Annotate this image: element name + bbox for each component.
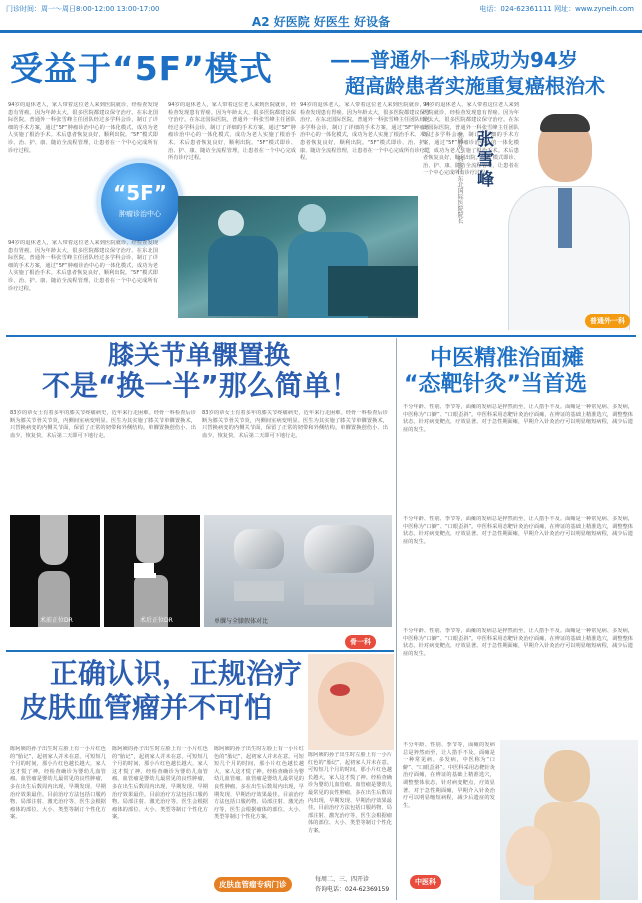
dept-badge-general-surgery: 普通外一科 — [585, 314, 630, 328]
section-divider-2 — [6, 650, 394, 652]
clinic-hours: 门诊时间：周一～周日8:00-12:00 13:00-17:00 — [6, 5, 160, 13]
article1-body-col1: 94岁的退休老人，家人带着这位老人来到医院就诊，经检查发现患有胃癌。因为年龄太大，很多医院都建议保守治疗。在东北国际医院，普通外一科张雪峰主任团队经过多学科会诊，制订了详细的手术方案，通过“5F”肿瘤诊治中心的一体化模式，成功为老人实施了根治手术。术后患者恢复良好，顺利出院。“5F”模式即诊、治、护、康、随访全流程管理，让患者在一个中心完成所有诊疗过程。 — [8, 102, 158, 154]
5f-logo-text: “5F” — [113, 181, 167, 205]
femur-bone — [40, 515, 68, 565]
doctor-tie — [558, 188, 572, 248]
article3-body-p1: 不分年龄、性别、季节等，面瘫的发病总是猝然而至，让人措手不及。面瘫是一种常见病、多发病，中医称为“口僻”、“口眼歪斜”。中医科采用态靶针灸治疗面瘫，在辨证的基础上精准选穴，调整整体状态，针对病变靶点，疗效显著。对于急性期面瘫，早期介入针灸治疗可以明显缩短病程，减少后遗症的发生。 — [403, 404, 633, 433]
baby-face — [318, 662, 384, 736]
xray-postop — [104, 515, 200, 627]
baby-photo — [308, 654, 394, 750]
dept-badge-orthopedics: 骨一科 — [345, 635, 376, 649]
clinic-days: 每周二、三、四开诊 — [315, 876, 370, 883]
article4-body-col3: 陈阿姨的孙子出生时左脸上有一小片红色的“胎记”，起初家人并未在意。可短短几个月的时间，那小片红色越长越大，家人这才慌了神。经检查确诊为婴幼儿血管瘤。血管瘤是婴幼儿最常见的良性肿瘤，多在出生后数周内出现，早期发现、早期治疗效果最佳。目前治疗方法包括口服药物、局部注射、激光治疗等，医生会根据瘤体的部位、大小、类型等制订个性化方案。 — [214, 746, 304, 821]
implant-tibial — [134, 573, 156, 578]
article2-title-2: 不是“换一半”那么简单！ — [42, 369, 359, 402]
5f-logo-subtext: 肿瘤诊治中心 — [119, 210, 161, 218]
article3-body-p3: 不分年龄、性别、季节等，面瘫的发病总是猝然而至，让人措手不及。面瘫是一种常见病、多发病，中医称为“口僻”、“口眼歪斜”。中医科采用态靶针灸治疗面瘫，在辨证的基础上精准选穴，调整整体状态，针对病变靶点，疗效显著。对于急性期面瘫，早期介入针灸治疗可以明显缩短病程，减少后遗症的发生。 — [403, 628, 633, 657]
article2-body-col1: 83岁的章女士有着多年的膝关节疼痛病史，近年来行走困难。经骨一科检查后诊断为膝关节骨关节炎，内侧间室病变明显。医生为其实施了膝关节单髁置换术，只替换病变的内侧关节面，保留了正常的韧带和外侧结构。单髁置换创伤小、出血少、恢复快，术后第二天即可下地行走。 — [10, 410, 196, 439]
total-tibial-tray — [304, 581, 374, 605]
article2-body-col2: 83岁的章女士有着多年的膝关节疼痛病史，近年来行走困难。经骨一科检查后诊断为膝关节骨关节炎，内侧间室病变明显。医生为其实施了膝关节单髁置换术，只替换病变的内侧关节面，保留了正常的韧带和外侧结构。单髁置换创伤小、出血少、恢复快，术后第二天即可下地行走。 — [202, 410, 388, 439]
hemangioma-mark — [330, 684, 350, 696]
article1-body-col2: 94岁的退休老人，家人带着这位老人来到医院就诊，经检查发现患有胃癌。因为年龄太大，很多医院都建议保守治疗。在东北国际医院，普通外一科张雪峰主任团队经过多学科会诊，制订了详细的手术方案，通过“5F”肿瘤诊治中心的一体化模式，成功为老人实施了根治手术。术后患者恢复良好，顺利出院。“5F”模式即诊、治、护、康、随访全流程管理，让患者在一个中心完成所有诊疗过程。 — [168, 102, 296, 162]
article1-title: 受益于“5F”模式 — [10, 49, 273, 88]
clinic-badge-hemangioma: 皮肤血管瘤专病门诊 — [214, 877, 292, 892]
doctor-name: 张雪峰 — [473, 130, 493, 190]
doctor-portrait — [500, 108, 636, 330]
acupuncture-model-photo — [500, 740, 638, 900]
acupuncture-head-model — [544, 750, 590, 802]
article1-subtitle-2: 超高龄患者实施重复癌根治术 — [345, 74, 605, 98]
contact-info: 电话：024-62361111 网址：www.zyneih.com — [479, 5, 634, 13]
doctor-title: 普通外一科主任 东北国际医院院长 — [456, 132, 463, 224]
xray-preop-caption: 术前正位DR — [40, 617, 73, 624]
hand-holding-needle — [506, 826, 552, 886]
implant-comparison-photo — [204, 515, 392, 627]
dept-badge-tcm: 中医科 — [410, 875, 441, 889]
surgeon-head-1 — [218, 210, 244, 236]
surgeon-body-1 — [208, 236, 278, 316]
article4-title-2: 皮肤血管瘤并不可怕 — [20, 691, 273, 724]
clinic-phone: 咨询电话：024-62369159 — [315, 886, 390, 893]
article1-body-col4: 94岁的退休老人，家人带着这位老人来到医院就诊，经检查发现患有胃癌。因为年龄太大，很多医院都建议保守治疗。在东北国际医院，普通外一科张雪峰主任团队经过多学科会诊，制订了详细的手术方案，通过“5F”肿瘤诊治中心的一体化模式，成功为老人实施了根治手术。术后患者恢复良好，顺利出院。“5F”模式即诊、治、护、康、随访全流程管理，让患者在一个中心完成所有诊疗过程。 — [423, 102, 519, 177]
xray-preop — [10, 515, 100, 627]
article1-body-col1b: 94岁的退休老人，家人带着这位老人来到医院就诊，经检查发现患有胃癌。因为年龄太大，很多医院都建议保守治疗。在东北国际医院，普通外一科张雪峰主任团队经过多学科会诊，制订了详细的手术方案，通过“5F”肿瘤诊治中心的一体化模式，成功为老人实施了根治手术。术后患者恢复良好，顺利出院。“5F”模式即诊、治、护、康、随访全流程管理，让患者在一个中心完成所有诊疗过程。 — [8, 240, 158, 292]
article4-body-col2: 陈阿姨的孙子出生时左脸上有一小片红色的“胎记”，起初家人并未在意。可短短几个月的时间，那小片红色越长越大，家人这才慌了神。经检查确诊为婴幼儿血管瘤。血管瘤是婴幼儿最常见的良性肿瘤，多在出生后数周内出现，早期发现、早期治疗效果最佳。目前治疗方法包括口服药物、局部注射、激光治疗等，医生会根据瘤体的部位、大小、类型等制订个性化方案。 — [112, 746, 208, 821]
unicondylar-tibial-tray — [234, 581, 284, 601]
femur-bone-postop — [136, 515, 164, 563]
article3-body-p2: 不分年龄、性别、季节等，面瘫的发病总是猝然而至，让人措手不及。面瘫是一种常见病、多发病，中医称为“口僻”、“口眼歪斜”。中医科采用态靶针灸治疗面瘫，在辨证的基础上精准选穴，调整整体状态，针对病变靶点，疗效显著。对于急性期面瘫，早期介入针灸治疗可以明显缩短病程，减少后遗症的发生。 — [403, 516, 633, 545]
article4-body-col4: 陈阿姨的孙子出生时左脸上有一小片红色的“胎记”，起初家人并未在意。可短短几个月的时间，那小片红色越长越大，家人这才慌了神。经检查确诊为婴幼儿血管瘤。血管瘤是婴幼儿最常见的良性肿瘤，多在出生后数周内出现，早期发现、早期治疗效果最佳。目前治疗方法包括口服药物、局部注射、激光治疗等，医生会根据瘤体的部位、大小、类型等制订个性化方案。 — [308, 752, 392, 834]
article1-subtitle-1: ——普通外一科成功为94岁 — [330, 48, 578, 72]
section-divider-1 — [6, 335, 636, 337]
column-divider — [396, 338, 397, 900]
surgeon-head-2 — [298, 204, 326, 232]
doctor-hair — [540, 114, 590, 132]
section-title: A2 好医院 好医生 好设备 — [251, 15, 391, 29]
article4-body-col1: 陈阿姨的孙子出生时左脸上有一小片红色的“胎记”，起初家人并未在意。可短短几个月的时间，那小片红色越长越大，家人这才慌了神。经检查确诊为婴幼儿血管瘤。血管瘤是婴幼儿最常见的良性肿瘤，多在出生后数周内出现，早期发现、早期治疗效果最佳。目前治疗方法包括口服药物、局部注射、激光治疗等，医生会根据瘤体的部位、大小、类型等制订个性化方案。 — [10, 746, 106, 821]
total-knee-implant — [304, 525, 374, 573]
article3-title-1: 中医精准治面瘫 — [430, 346, 585, 371]
article3-body-p4: 不分年龄、性别、季节等，面瘫的发病总是猝然而至，让人措手不及。面瘫是一种常见病、多发病，中医称为“口僻”、“口眼歪斜”。中医科采用态靶针灸治疗面瘫，在辨证的基础上精准选穴，调整整体状态，针对病变靶点，疗效显著。对于急性期面瘫，早期介入针灸治疗可以明显缩短病程，减少后遗症的发生。 — [403, 742, 495, 809]
surgical-equipment — [328, 266, 418, 316]
page-header — [0, 0, 642, 33]
unicondylar-implant — [234, 529, 284, 569]
article4-title-1: 正确认识，正规治疗 — [50, 657, 303, 690]
xray-postop-caption: 术后正位DR — [140, 617, 173, 624]
article1-body-col3: 94岁的退休老人，家人带着这位老人来到医院就诊，经检查发现患有胃癌。因为年龄太大，很多医院都建议保守治疗。在东北国际医院，普通外一科张雪峰主任团队经过多学科会诊，制订了详细的手术方案，通过“5F”肿瘤诊治中心的一体化模式，成功为老人实施了根治手术。术后患者恢复良好，顺利出院。“5F”模式即诊、治、护、康、随访全流程管理，让患者在一个中心完成所有诊疗过程。 — [300, 102, 430, 162]
implant-femoral — [134, 563, 154, 573]
article3-title-2: “态靶针灸”当首选 — [404, 372, 587, 397]
article2-title-1: 膝关节单髁置换 — [108, 341, 291, 371]
surgery-photo — [178, 196, 418, 318]
implant-photo-caption: 单髁与全膝假体对比 — [214, 618, 269, 625]
